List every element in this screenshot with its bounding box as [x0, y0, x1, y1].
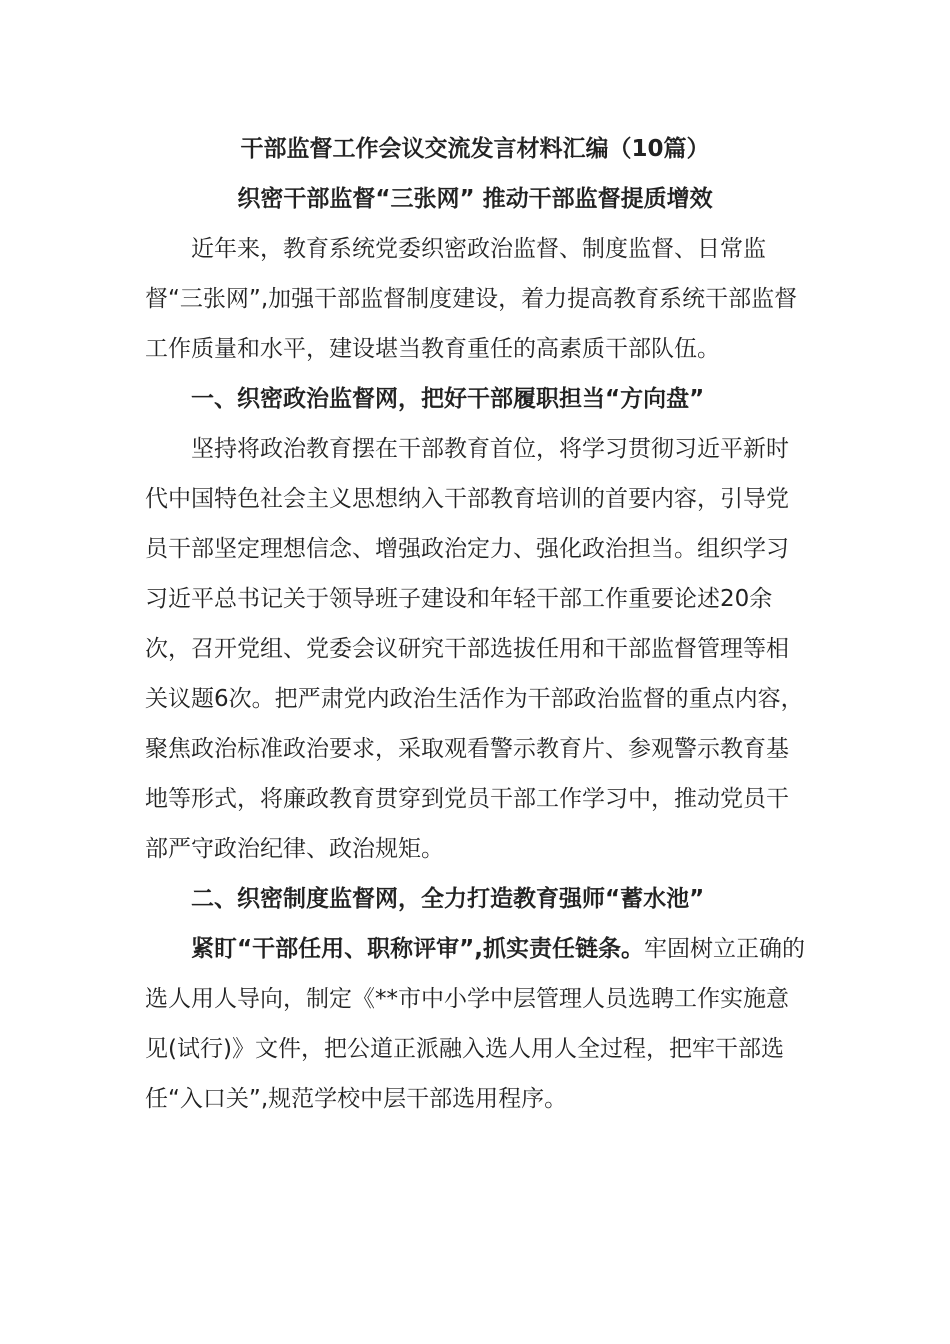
document-subtitle: 织密干部监督“三张网” 推动干部监督提质增效 [237, 186, 713, 212]
section-2-body: 牢固树立正确的选人用人导向，制定《**市中小学中层管理人员选聘工作实施意见(试行)》文件，把公道正派融入选人用人全过程，把牢干部选任“入口关”,规范学校中层干部选用程序。 [145, 936, 805, 1112]
document-body [145, 124, 805, 1124]
section-2-heading: 二、织密制度监督网，全力打造教育强师“蓄水池” [191, 886, 705, 912]
section-2-paragraph [145, 924, 805, 1124]
section-2-lead: 紧盯“干部任用、职称评审”,抓实责任链条。 [191, 936, 644, 962]
document-title: 干部监督工作会议交流发言材料汇编（10篇） [240, 136, 710, 162]
section-1-heading: 一、织密政治监督网，把好干部履职担当“方向盘” [191, 386, 705, 412]
intro-paragraph: 近年来，教育系统党委织密政治监督、制度监督、日常监督“三张网”,加强干部监督制度建设，着力提高教育系统干部监督工作质量和水平，建设堪当教育重任的高素质干部队伍。 [145, 236, 798, 362]
section-1-paragraph: 坚持将政治教育摆在干部教育首位，将学习贯彻习近平新时代中国特色社会主义思想纳入干部教育培训的首要内容，引导党员干部坚定理想信念、增强政治定力、强化政治担当。组织学习习近平总书记关于领导班子建设和年轻干部工作重要论述20余次，召开党组、党委会议研究干部选拔任用和干部监督管理等相关议题6次。把严肃党内政治生活作为干部政治监督的重点内容，聚焦政治标准政治要求，采取观看警示教育片、参观警示教育基地等形式，将廉政教育贯穿到党员干部工作学习中，推动党员干部严守政治纪律、政治规矩。 [145, 436, 804, 862]
